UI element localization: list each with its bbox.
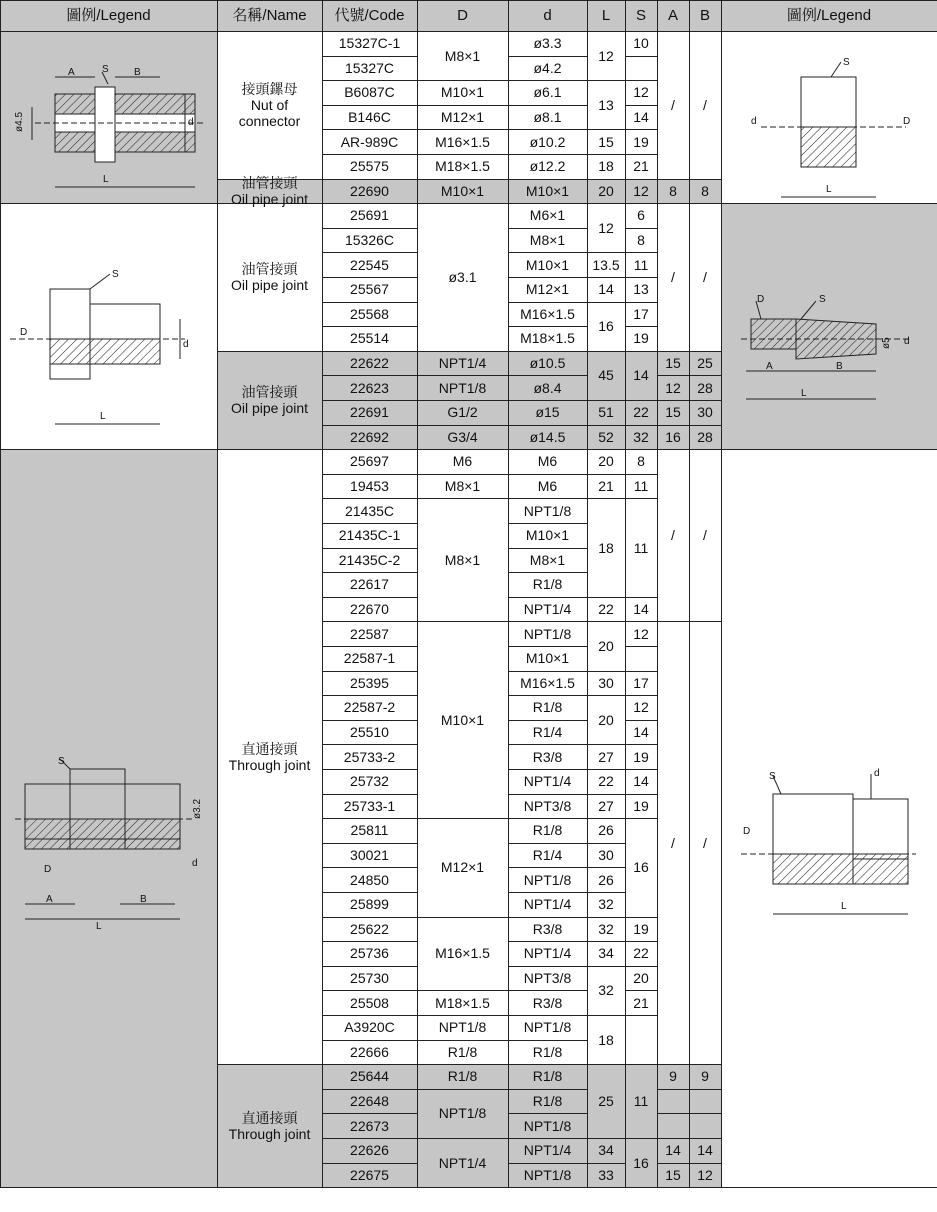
cell-code: 21435C	[344, 502, 395, 519]
cell-code: 21435C-1	[338, 527, 401, 544]
cell-B: /	[703, 268, 707, 285]
cell-code: 22545	[350, 256, 389, 273]
cell-code: 15327C	[344, 59, 395, 76]
cell-code: 25899	[350, 896, 389, 913]
fig3-label-l: L	[826, 184, 832, 195]
cell-S: 32	[633, 428, 649, 445]
cell-D: NPT1/4	[438, 355, 487, 372]
cell-code: 25567	[350, 281, 389, 298]
figure-connector-right	[721, 32, 937, 227]
cell-code: 22622	[350, 355, 389, 372]
cell-A: 15	[665, 1166, 681, 1183]
cell-code: 25575	[350, 158, 389, 175]
cell-L: 15	[598, 133, 614, 150]
cell-L: 13.5	[592, 256, 620, 273]
cell-D: M18×1.5	[435, 994, 490, 1011]
cell-L: 20	[598, 637, 614, 654]
cell-L: 12	[598, 47, 614, 64]
cell-S: 14	[633, 601, 649, 618]
cell-code: 25395	[350, 674, 389, 691]
fig5-label-b: B	[140, 894, 147, 905]
cell-B	[689, 1113, 721, 1138]
cell-B: /	[703, 834, 707, 851]
cell-code: 22692	[350, 428, 389, 445]
cell-d: M6	[537, 478, 558, 495]
name-en2: connector	[238, 112, 301, 129]
cell-D: R1/8	[447, 1068, 478, 1085]
cell-L: 27	[598, 748, 614, 765]
cell-S: 12	[633, 625, 649, 642]
cell-d: ø4.2	[533, 59, 562, 76]
cell-D: M6	[452, 453, 473, 470]
cell-code: A3920C	[344, 1019, 395, 1036]
cell-S: 11	[633, 539, 649, 556]
fig2-label-l: L	[100, 411, 106, 422]
cell-L: 45	[598, 367, 614, 384]
name-zh: 直通接頭	[241, 740, 298, 757]
cell-d: M6×1	[529, 207, 566, 224]
cell-D: M16×1.5	[435, 945, 490, 962]
cell-S: 17	[633, 674, 649, 691]
cell-D: M18×1.5	[435, 158, 490, 175]
cell-code: B146C	[348, 109, 391, 126]
cell-d: NPT1/8	[523, 1019, 572, 1036]
cell-code: AR-989C	[340, 133, 399, 150]
cell-code: 25508	[350, 994, 389, 1011]
name-en: Oil pipe joint	[230, 399, 309, 416]
cell-code: 25622	[350, 920, 389, 937]
name-group-3	[217, 351, 322, 449]
name-group-0	[217, 31, 322, 179]
name-group-4	[217, 449, 322, 1064]
cell-L: 32	[598, 920, 614, 937]
cell-code: 22626	[350, 1142, 389, 1159]
cell-L: 26	[598, 822, 614, 839]
fig5-label-a: A	[46, 894, 53, 905]
cell-d: NPT1/8	[523, 871, 572, 888]
name-zh: 油管接頭	[241, 174, 298, 191]
cell-L: 18	[598, 1031, 614, 1048]
figure-through-joint	[0, 474, 216, 1210]
cell-code: 25733-2	[343, 748, 396, 765]
cell-d: NPT1/8	[523, 1166, 572, 1183]
cell-L: 27	[598, 797, 614, 814]
header-B: B	[699, 6, 710, 24]
cell-D: M10×1	[440, 711, 485, 728]
cell-d: R3/8	[532, 994, 563, 1011]
cell-code: 25644	[350, 1068, 389, 1085]
cell-A	[657, 1113, 689, 1138]
cell-d: R1/8	[532, 1093, 563, 1110]
name-group-1	[217, 174, 322, 207]
cell-S: 22	[633, 945, 649, 962]
header-A: A	[667, 6, 678, 24]
fig6-label-d: d	[874, 768, 880, 779]
cell-B: 28	[697, 428, 713, 445]
cell-L: 16	[598, 318, 614, 335]
cell-code: B6087C	[344, 84, 395, 101]
name-group-2	[217, 203, 322, 351]
cell-A: 9	[669, 1068, 677, 1085]
cell-d: NPT1/4	[523, 601, 572, 618]
fig2-label-upper-d: D	[20, 327, 28, 338]
cell-S: 12	[633, 84, 649, 101]
cell-code: 22670	[350, 601, 389, 618]
cell-S: 8	[637, 453, 645, 470]
cell-S: 12	[633, 699, 649, 716]
cell-A: /	[671, 96, 675, 113]
cell-S: 21	[633, 994, 649, 1011]
cell-L: 25	[598, 1093, 614, 1110]
cell-code: 22690	[350, 182, 389, 199]
cell-L: 13	[598, 96, 614, 113]
figure-nut-of-connector	[0, 32, 216, 227]
fig1-label-d: d	[188, 117, 194, 128]
cell-d: ø14.5	[529, 428, 566, 445]
cell-A: 15	[665, 404, 681, 421]
cell-d: M6	[537, 453, 558, 470]
cell-B: 28	[697, 379, 713, 396]
fig4-label-b: B	[836, 361, 843, 372]
cell-S	[625, 1015, 657, 1064]
fig6-label-s: S	[769, 771, 776, 782]
cell-S: 8	[637, 232, 645, 249]
cell-D: R1/8	[447, 1043, 478, 1060]
cell-S: 13	[633, 281, 649, 298]
header-legend: 圖例/Legend	[66, 6, 151, 24]
cell-d: R1/8	[532, 576, 563, 593]
cell-d: M8×1	[529, 551, 566, 568]
cell-code: 25732	[350, 773, 389, 790]
cell-L: 22	[598, 601, 614, 618]
cell-L: 32	[598, 982, 614, 999]
cell-S: 19	[633, 748, 649, 765]
cell-A: 14	[665, 1142, 681, 1159]
cell-L: 30	[598, 674, 614, 691]
cell-code: 25811	[350, 822, 389, 839]
cell-S: 17	[633, 305, 649, 322]
cell-code: 25730	[350, 970, 389, 987]
cell-d: ø3.3	[533, 35, 562, 52]
cell-D: M8×1	[444, 551, 481, 568]
cell-B: 14	[697, 1142, 713, 1159]
cell-S	[625, 56, 657, 81]
cell-d: R1/4	[532, 847, 563, 864]
cell-code: 22666	[350, 1043, 389, 1060]
cell-D: NPT1/4	[438, 1154, 487, 1171]
cell-code: 22673	[350, 1117, 389, 1134]
cell-S: 14	[633, 109, 649, 126]
cell-d: M18×1.5	[520, 330, 575, 347]
cell-A: 15	[665, 355, 681, 372]
cell-d: R1/8	[532, 699, 563, 716]
cell-d: ø10.2	[529, 133, 566, 150]
cell-A: /	[671, 834, 675, 851]
fig1-label-dia: ø4.5	[14, 111, 25, 132]
cell-S: 16	[633, 859, 649, 876]
name-zh: 油管接頭	[241, 260, 298, 277]
cell-d: R1/8	[532, 822, 563, 839]
cell-S: 19	[633, 797, 649, 814]
cell-S	[625, 646, 657, 671]
cell-d: M16×1.5	[520, 305, 575, 322]
cell-L: 26	[598, 871, 614, 888]
fig4-label-dia: ø5	[881, 337, 892, 349]
cell-code: 24850	[350, 871, 389, 888]
fig2-label-d: d	[183, 339, 189, 350]
cell-L: 12	[598, 219, 614, 236]
cell-S: 12	[633, 182, 649, 199]
cell-A: 8	[669, 182, 677, 199]
fig4-label-d: D	[757, 294, 765, 305]
cell-L: 33	[598, 1166, 614, 1183]
cell-d: ø10.5	[529, 355, 566, 372]
cell-code: 22648	[350, 1093, 389, 1110]
cell-S: 14	[633, 367, 649, 384]
cell-L: 34	[598, 1142, 614, 1159]
cell-d: R3/8	[532, 748, 563, 765]
cell-code: 21435C-2	[338, 551, 401, 568]
fig1-label-s: S	[102, 64, 109, 75]
cell-d: R1/4	[532, 724, 563, 741]
cell-d: NPT3/8	[523, 797, 572, 814]
cell-D: G3/4	[447, 428, 478, 445]
cell-d: NPT1/4	[523, 945, 572, 962]
cell-S: 11	[633, 256, 649, 273]
figure-hose-barb	[721, 229, 937, 472]
cell-code: 22675	[350, 1166, 389, 1183]
cell-D: M8×1	[444, 47, 481, 64]
cell-code: 25697	[350, 453, 389, 470]
cell-code: 22623	[350, 379, 389, 396]
header-S: S	[635, 6, 646, 24]
cell-S: 21	[633, 158, 649, 175]
cell-d: NPT1/8	[523, 502, 572, 519]
cell-d: NPT1/4	[523, 1142, 572, 1159]
header-legend-right: 圖例/Legend	[786, 6, 872, 24]
name-en: Oil pipe joint	[230, 276, 309, 293]
name-zh: 油管接頭	[241, 383, 298, 400]
fig1-label-b: B	[134, 67, 141, 78]
cell-S: 6	[637, 207, 645, 224]
name-en1: Nut of	[250, 96, 289, 113]
cell-d: M16×1.5	[520, 674, 575, 691]
cell-code: 22617	[350, 576, 389, 593]
cell-d: NPT1/8	[523, 625, 572, 642]
cell-L: 22	[598, 773, 614, 790]
cell-B: 25	[697, 355, 713, 372]
fig5-label-l: L	[96, 921, 102, 932]
cell-B: 8	[701, 182, 709, 199]
cell-d: ø8.1	[533, 109, 562, 126]
cell-D: ø3.1	[448, 268, 477, 285]
name-group-5	[217, 1064, 322, 1187]
figure-through-joint-right	[721, 474, 937, 1210]
cell-d: R1/8	[532, 1043, 563, 1060]
fig4-label-l: L	[801, 388, 807, 399]
cell-d: ø6.1	[533, 84, 562, 101]
fig6-label-l: L	[841, 901, 847, 912]
cell-code: 25733-1	[343, 797, 396, 814]
cell-S: 11	[633, 478, 649, 495]
fig2-label-s: S	[112, 269, 119, 280]
cell-D: NPT1/8	[438, 1019, 487, 1036]
cell-S: 16	[633, 1154, 649, 1171]
cell-code: 15327C-1	[338, 35, 401, 52]
cell-d: M10×1	[525, 182, 570, 199]
cell-d: NPT1/4	[523, 773, 572, 790]
cell-code: 25510	[350, 724, 389, 741]
cell-A: /	[671, 527, 675, 544]
fig5-label-s: S	[58, 756, 65, 767]
cell-S: 11	[633, 1093, 649, 1110]
header-D: D	[457, 6, 468, 24]
fig3-label-upper-d: D	[903, 116, 911, 127]
name-en: Through joint	[228, 756, 311, 773]
cell-S: 19	[633, 133, 649, 150]
fig4-label-small-d: d	[904, 336, 910, 347]
cell-L: 34	[598, 945, 614, 962]
figure-oil-pipe-joint	[0, 229, 216, 472]
cell-B: 30	[697, 404, 713, 421]
cell-code: 25691	[350, 207, 389, 224]
cell-B: 12	[697, 1166, 713, 1183]
cell-L: 20	[598, 711, 614, 728]
header-d: d	[543, 6, 552, 24]
cell-code: 22587-1	[343, 650, 396, 667]
cell-S: 19	[633, 330, 649, 347]
cell-B: /	[703, 96, 707, 113]
cell-A: 12	[665, 379, 681, 396]
cell-S: 14	[633, 773, 649, 790]
cell-A	[657, 1089, 689, 1114]
header-code: 代號/Code	[334, 6, 405, 24]
name-zh: 接頭鏍母	[241, 80, 298, 97]
fig4-label-s: S	[819, 294, 826, 305]
cell-d: R1/8	[532, 1068, 563, 1085]
cell-D: NPT1/8	[438, 379, 487, 396]
cell-code: 22587	[350, 625, 389, 642]
cell-d: M10×1	[525, 650, 570, 667]
cell-L: 14	[598, 281, 614, 298]
fig3-label-s: S	[843, 57, 850, 68]
header-name: 名稱/Name	[232, 6, 307, 24]
cell-S: 14	[633, 724, 649, 741]
cell-S: 10	[633, 35, 649, 52]
cell-D: M10×1	[440, 182, 485, 199]
cell-D: M8×1	[444, 478, 481, 495]
name-en: Through joint	[228, 1125, 311, 1142]
cell-d: ø8.4	[533, 379, 562, 396]
cell-L: 18	[598, 539, 614, 556]
cell-d: ø12.2	[529, 158, 566, 175]
cell-code: 30021	[350, 847, 389, 864]
cell-d: M12×1	[525, 281, 570, 298]
cell-D: G1/2	[447, 404, 478, 421]
cell-A: 16	[665, 428, 681, 445]
fig6-label-upper-d: D	[743, 826, 751, 837]
cell-S: 22	[633, 404, 649, 421]
cell-D: M12×1	[440, 859, 485, 876]
cell-S: 20	[633, 970, 649, 987]
cell-D: M12×1	[440, 109, 485, 126]
cell-d: M10×1	[525, 527, 570, 544]
cell-A: /	[671, 268, 675, 285]
cell-code: 25514	[350, 330, 389, 347]
fig1-label-l: L	[103, 174, 109, 185]
fig4-label-a: A	[766, 361, 773, 372]
cell-L: 20	[598, 453, 614, 470]
cell-L: 18	[598, 158, 614, 175]
cell-B: /	[703, 527, 707, 544]
cell-code: 22587-2	[343, 699, 396, 716]
cell-d: NPT3/8	[523, 970, 572, 987]
fig1-label-a: A	[68, 67, 75, 78]
cell-d: NPT1/4	[523, 896, 572, 913]
cell-L: 20	[598, 182, 614, 199]
fig5-label-upper-d: D	[44, 864, 52, 875]
name-zh: 直通接頭	[241, 1109, 298, 1126]
fig5-label-dia: ø3.2	[192, 798, 203, 819]
cell-D: M16×1.5	[435, 133, 490, 150]
cell-S: 19	[633, 920, 649, 937]
cell-L: 30	[598, 847, 614, 864]
cell-code: 25568	[350, 305, 389, 322]
cell-code: 19453	[350, 478, 389, 495]
cell-code: 25736	[350, 945, 389, 962]
fig5-label-small-d: d	[192, 858, 198, 869]
cell-D: NPT1/8	[438, 1105, 487, 1122]
cell-d: R3/8	[532, 920, 563, 937]
cell-code: 15326C	[344, 232, 395, 249]
cell-D: M10×1	[440, 84, 485, 101]
fig3-label-d: d	[751, 116, 757, 127]
cell-d: M10×1	[525, 256, 570, 273]
cell-B	[689, 1089, 721, 1114]
cell-L: 21	[598, 478, 614, 495]
cell-L: 51	[598, 404, 614, 421]
cell-L: 32	[598, 896, 614, 913]
cell-d: M8×1	[529, 232, 566, 249]
cell-d: NPT1/8	[523, 1117, 572, 1134]
cell-B: 9	[701, 1068, 709, 1085]
cell-L: 52	[598, 428, 614, 445]
cell-d: ø15	[535, 404, 560, 421]
name-en: Oil pipe joint	[230, 190, 309, 207]
cell-code: 22691	[350, 404, 389, 421]
header-L: L	[601, 6, 611, 24]
